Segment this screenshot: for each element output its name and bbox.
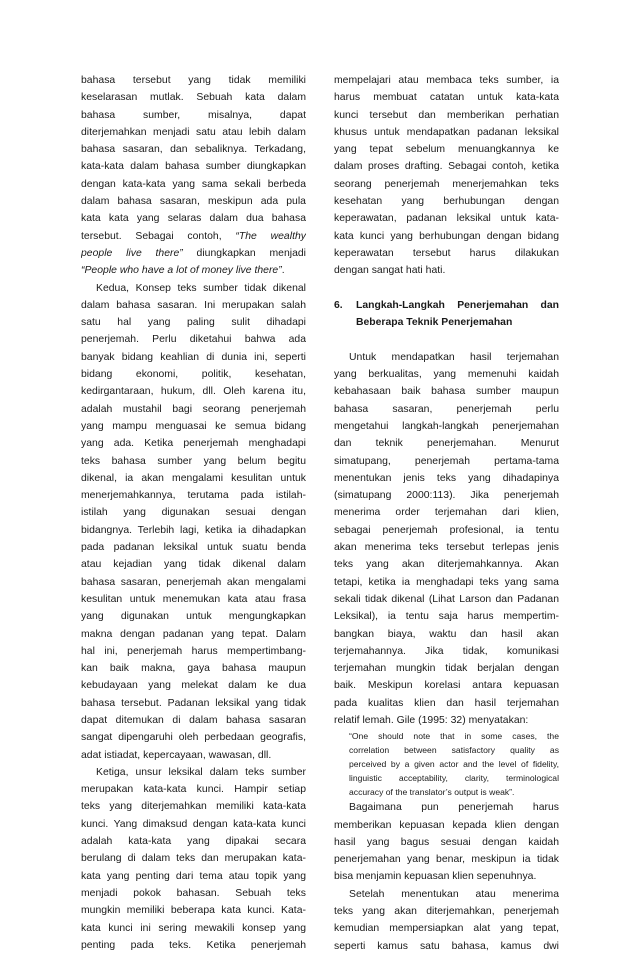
text-line: kata kunci yang berhubungan dengan bidang [334, 230, 559, 242]
text-line: hasil yang bagus sesuai dengan kaidah [334, 836, 559, 848]
text-line: Untuk mendapatkan hasil terjemahan [349, 351, 559, 363]
text-line: merupakan kata-kata kunci. Hampir setiap [81, 784, 306, 796]
text-line: sebagai penerjemah profesional, ia tentu [334, 524, 559, 536]
text-line: kata kata yang selaras dalam dua bahasa [81, 213, 306, 225]
text-line: tersebut. Sebagai contoh, “The wealthy [81, 230, 306, 242]
text-line: “People who have a lot of money live there”. [81, 265, 285, 277]
text-line: hal ini, penerjemah harus mempertimbang- [81, 645, 306, 657]
section-title-line-1: Langkah-Langkah Penerjemahan dan [356, 299, 559, 311]
text-line: (simatupang 2000:113). Jika penerjemah [334, 490, 559, 502]
text-line: dalam bahasa sasaran, meskipun ada pula [81, 196, 306, 208]
text-line: dalam proses drafting. Sebagai contoh, ketika [334, 161, 559, 173]
text-line: atau kejadian yang tidak dikenal dalam [81, 559, 306, 571]
text-line: keselarasan mutlak. Sebuah kata dalam [81, 92, 306, 104]
text-line: bahasa sasaran, dan sebaliknya. Terkadang, [81, 144, 306, 156]
text-line: dan teknik penerjemahan. Menurut [334, 438, 559, 450]
text-line: dikenal, ia akan mengalami kesulitan untuk [81, 472, 306, 484]
text-line: kedirgantaraan, hukum, dll. Oleh karena itu, [81, 386, 306, 398]
text-line: harus membuat catatan untuk kata-kata [334, 92, 559, 104]
text-line: adat istiadat, kepercayaan, wawasan, dll. [81, 749, 272, 761]
text-line: baik. Meskipun korelasi antara kepuasan [334, 680, 559, 692]
section-heading-cont [334, 314, 559, 331]
text-line: seperti kamus satu bahasa, kamus dwi [334, 940, 559, 952]
text-line: tetapi, ketika ia menghadapi teks yang sama [334, 576, 559, 588]
spacer [334, 331, 559, 348]
text-line: Ketiga, unsur leksikal dalam teks sumber [96, 766, 306, 778]
text-line: satu hal yang paling sulit dihadapi [81, 317, 306, 329]
text-line: banyak bidang keahlian di dunia ini, seperti [81, 351, 306, 363]
text-line: dengan kata-kata yang sama sekali berbeda [81, 178, 306, 190]
text-line: kesehatan yang berhubungan dengan [334, 196, 559, 208]
text-line: akan menerima teks tersebut terlepas jenis [334, 542, 559, 554]
text-line: keperawatan tersebut harus dilakukan [334, 247, 559, 259]
text-line: Bagaimana pun penerjemah harus [349, 802, 559, 814]
right-text-column [334, 72, 559, 955]
text-line: yang tepat sebelum menuangkannya ke [334, 144, 559, 156]
text-line: people live there” diungkapkan menjadi [81, 247, 306, 259]
text-line: bidang ekonomi, politik, kesehatan, [81, 369, 306, 381]
quote-line: perceived by a given actor and the level of fidelity, [349, 759, 559, 770]
text-line: kebahasaan baik bahasa sumber maupun [334, 386, 559, 398]
text-line: kata kunci ini sering mewakili konsep yang [81, 922, 306, 934]
spacer [334, 280, 559, 297]
text-line: yang ada. Ketika penerjemah menghadapi [81, 438, 306, 450]
quote-line: “One should note that in some cases, the [349, 731, 559, 742]
quote-line: correlation between satisfactory quality as [349, 745, 559, 756]
left-text-column [81, 72, 306, 954]
text-line: adalah kata-kata yang dipakai secara [81, 836, 306, 848]
text-line: teks yang akan diterjemahkan, penerjemah [334, 906, 559, 918]
text-line: teks yang akan diterjemahkannya. Akan [334, 559, 559, 571]
text-line: kunci. Yang dimaksud dengan kata-kata kunci [81, 818, 306, 830]
text-line: dengan sangat hati hati. [334, 265, 446, 277]
text-line: terjemahan mungkin tidak berjalan dengan [334, 663, 559, 675]
text-line: bahasa sasaran, penerjemah akan mengalami [81, 576, 306, 588]
text-line: berulang di dalam teks dan merupakan kata- [81, 853, 306, 865]
text-line: kan baik makna, gaya bahasa maupun [81, 663, 306, 675]
text-line: diterjemahkan menjadi satu atau lebih dalam [81, 126, 306, 138]
text-line: terjemahannya. Jika tidak, komunikasi [334, 645, 559, 657]
text-line: penting pada teks. Ketika penerjemah [81, 939, 306, 951]
text-line: kebudayaan yang melekat dalam ke dua [81, 680, 306, 692]
text-line: menjadi pokok bahasan. Sebuah teks [81, 887, 306, 899]
text-line: penerjemahan yang benar, meskipun ia tidak [334, 854, 559, 866]
text-line: mempelajari atau membaca teks sumber, ia [334, 75, 559, 86]
text-line: pada padanan leksikal untuk suatu benda [81, 542, 306, 554]
text-line: keperawatan, padanan leksikal untuk kata- [334, 213, 559, 225]
text-line: kata-kata dalam bahasa sumber diungkapkan [81, 161, 306, 173]
text-line: Setelah menentukan atau menerima [349, 888, 559, 900]
text-line: sekali tidak dikenal (Lihat Larson dan Padanan [334, 593, 559, 605]
text-line: menerima order terjemahan dari klien, [334, 507, 559, 519]
text-line: makna dengan padanan yang tepat. Dalam [81, 628, 306, 640]
text-line: memberikan kepuasan kepada klien dengan [334, 819, 559, 831]
text-line: khusus untuk mendapatkan padanan leksikal [334, 126, 559, 138]
text-line: dalam bahasa sasaran. Ini merupakan salah [81, 299, 306, 311]
text-line: bisa menjamin kepuasan klien sepenuhnya. [334, 871, 537, 883]
text-line: menentukan jenis teks yang dihadapinya [334, 472, 559, 484]
text-line: mungkin memiliki beberapa kata kunci. Kata- [81, 905, 306, 917]
text-line: bahasa tersebut. Padanan leksikal yang tidak [81, 697, 306, 709]
text-line: kunci tersebut dan memberikan perhatian [334, 109, 559, 121]
text-line: bahasa tersebut yang tidak memiliki [81, 75, 306, 86]
text-line: kemudian mempersiapkan alat yang tepat, [334, 923, 559, 935]
text-line: dapat ditemukan di dalam bahasa sasaran [81, 714, 306, 726]
text-line: kata yang penting dari tema atau topik yang [81, 870, 306, 882]
text-line: simatupang, penerjemah pertama-tama [334, 455, 559, 467]
quote-line: linguistic acceptability, clarity, terminological [349, 773, 559, 784]
text-line: bangkan biaya, waktu dan hasil akan [334, 628, 559, 640]
text-line: kesulitan untuk menemukan kata atau frasa [81, 593, 306, 605]
section-number: 6. [334, 299, 343, 311]
text-line: menerjemahkannya, terutama pada istilah- [81, 490, 306, 502]
text-line: bahasa sasaran, penerjemah perlu [334, 403, 559, 415]
text-line: istilah yang digunakan sesuai dengan [81, 507, 306, 519]
section-title-line-2: Beberapa Teknik Penerjemahan [356, 317, 513, 329]
text-line: pada kualitas klien dan hasil terjemahan [334, 697, 559, 709]
text-line: Leksikal), ia tentu saja harus mempertim- [334, 611, 559, 623]
text-line: bahasa sumber, misalnya, dapat [81, 109, 306, 121]
text-line: sangat dipengaruhi oleh perbedaan geografis, [81, 732, 306, 744]
quote-line: accuracy of the translator’s output is weak”. [349, 787, 515, 798]
text-line: penerjemah. Perlu diketahui bahwa ada [81, 334, 306, 346]
text-line: mengetahui langkah-langkah penerjemahan [334, 420, 559, 432]
text-line: adalah mustahil bagi seorang penerjemah [81, 403, 306, 415]
text-line: teks bahasa sumber yang belum begitu [81, 455, 306, 467]
text-line: seorang penerjemah menerjemahkan teks [334, 178, 559, 190]
text-line: bidangnya. Terlebih lagi, ketika ia dihadapkan [81, 524, 306, 536]
text-line: yang digunakan untuk mengungkapkan [81, 611, 306, 623]
text-line: relatif lemah. Gile (1995: 32) menyatakan: [334, 714, 529, 726]
text-line: yang mampu menguasai ke semua bidang [81, 420, 306, 432]
section-heading [334, 297, 559, 314]
text-line: yang berkualitas, yang memenuhi kaidah [334, 369, 559, 381]
text-line: Kedua, Konsep teks sumber tidak dikenal [96, 282, 306, 294]
text-line: teks yang diterjemahkan memiliki kata-kata [81, 801, 306, 813]
